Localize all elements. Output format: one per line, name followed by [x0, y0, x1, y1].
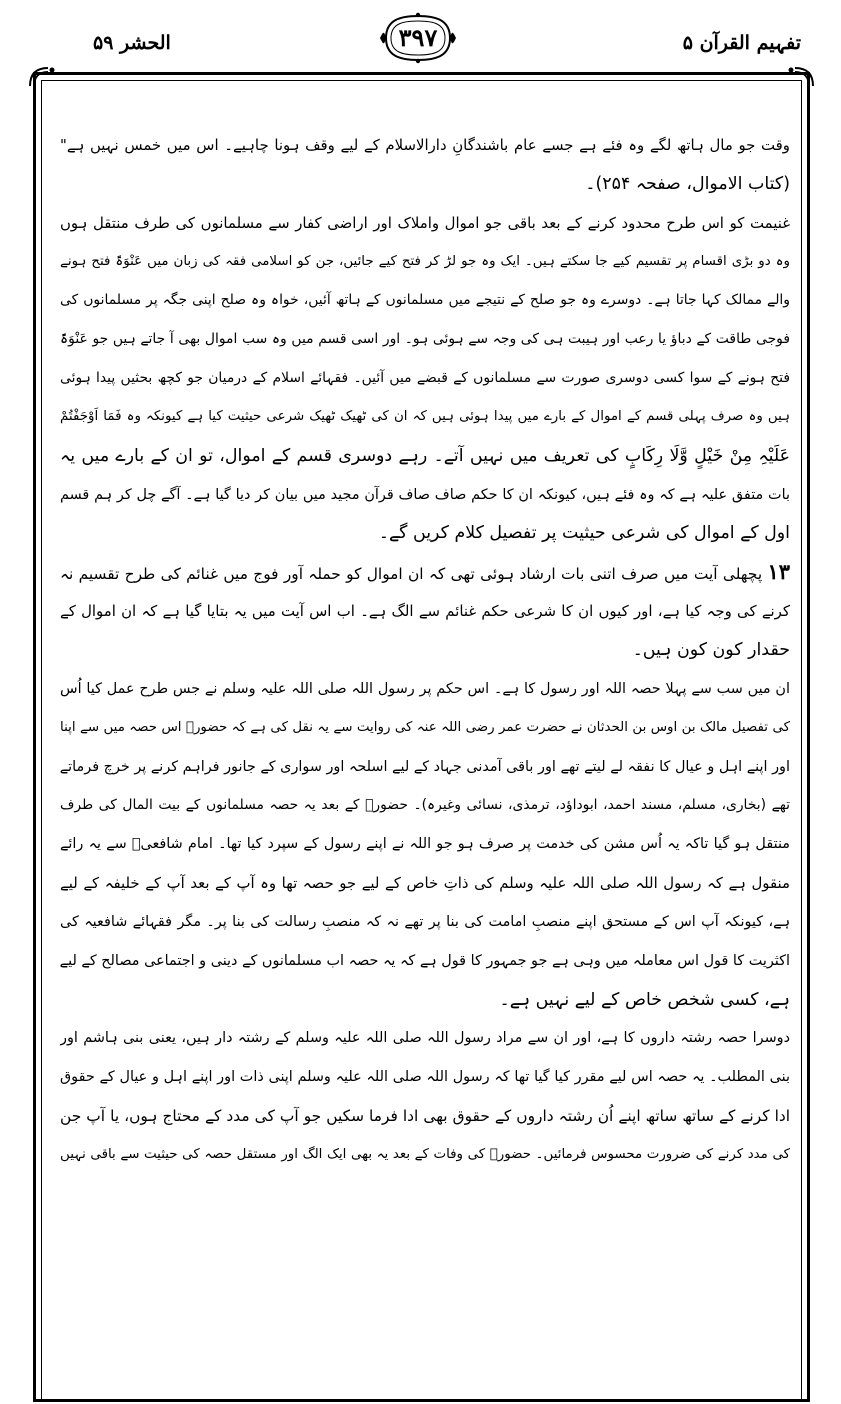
text-line: کی تفصیل مالک بن اوس بن الحدثان نے حضرت عمر رضی اللہ عنہ کی روایت سے یہ نقل کی ہے کہ حضورؐ اس حصہ میں سے اپنا — [60, 719, 790, 735]
text-line: بنی المطلب۔ یہ حصہ اس لیے مقرر کیا گیا تھا کہ رسول اللہ صلی اللہ علیہ وسلم اپنی ذات اور اپنے اہل و عیال کے حقوق — [60, 1069, 790, 1086]
surah-label: الحشر ۵۹ — [93, 32, 171, 54]
text-line: ادا کرنے کے ساتھ ساتھ اپنے اُن رشتہ داروں کے حقوق بھی ادا فرما سکیں جو آپ کی مدد کے محتاج ہوں، یا آپ جن — [60, 1107, 790, 1126]
text-line: ہے، کیونکہ آپ اس کے مستحق اپنے منصبِ امامت کی بنا پر تھے نہ کہ منصبِ رسالت کی بنا پر۔ مگر فقہائے شافعیہ کی — [60, 913, 790, 930]
page-header — [38, 12, 801, 72]
text-line: کرنے کی وجہ کیا ہے، اور کیوں ان کا شرعی حکم غنائم سے الگ ہے۔ اب اس آیت میں یہ بتایا گیا ہے کہ ان اموال کے — [60, 602, 790, 621]
text-line: وہ دو بڑی اقسام پر تقسیم کیے جا سکتے ہیں۔ ایک وہ جو لڑ کر فتح کیے جائیں، جن کو اسلامی فقہ کی زبان میں عَنْوَۃً فتح ہونے — [60, 253, 790, 269]
text-line: تھے (بخاری، مسلم، مسند احمد، ابوداؤد، ترمذی، نسائی وغیرہ)۔ حضورؐ کے بعد یہ حصہ مسلمانوں کے بیت المال کی طرف — [60, 797, 790, 814]
text-line: پچھلی آیت میں صرف اتنی بات ارشاد ہوئی تھی کہ ان اموال کو حملہ آور فوج میں غنائم کی طرح تقسیم نہ — [60, 565, 763, 584]
text-line: وقت جو مال ہاتھ لگے وہ فئے ہے جسے عام باشندگانِ دارالاسلام کے لیے وقف ہونا چاہیے۔ اس میں خمس نہیں ہے" — [60, 136, 790, 154]
footnote-13-first-line — [60, 553, 790, 592]
text-line: ان میں سب سے پہلا حصہ اللہ اور رسول کا ہے۔ اس حکم پر رسول اللہ صلی اللہ علیہ وسلم نے جس طرح عمل کیا اُس — [60, 680, 790, 697]
commentary-text — [60, 126, 790, 1402]
text-line: حقدار کون کون ہیں۔ — [632, 639, 790, 660]
text-line: اور اپنے اہل و عیال کا نفقہ لے لیتے تھے اور باقی آمدنی جہاد کے لیے اسلحہ اور سواری کے جانور فراہم کرنے پر خرچ فرماتے — [60, 758, 790, 775]
text-line: اکثریت کا قول اس معاملہ میں وہی ہے جو جمہور کا قول ہے کہ یہ حصہ اب مسلمانوں کے دینی و اجتماعی مصالح کے لیے — [60, 952, 790, 969]
text-line: عَلَیْہِ مِنْ خَیْلٍ وَّلَا رِکَابٍ کی تعریف میں نہیں آتے۔ رہے دوسری قسم کے اموال، تو ان کے بارے میں یہ — [60, 445, 790, 466]
text-line: منتقل ہو گیا تاکہ یہ اُس مشن کی خدمت پر صرف ہو جو اللہ نے اپنے رسول کے سپرد کیا تھا۔ امام شافعیؒ سے یہ رائے — [60, 836, 790, 853]
text-line: ہے، کسی شخص خاص کے لیے نہیں ہے۔ — [499, 989, 790, 1010]
text-line: (کتاب الاموال، صفحہ ۲۵۴)۔ — [585, 173, 790, 194]
text-line: فوجی طاقت کے دباؤ یا رعب اور ہیبت ہی کی وجہ سے ہوئی ہو۔ اور اسی قسم میں وہ سب اموال بھی آ جاتے ہیں جو عَنْوَۃً — [60, 331, 790, 348]
text-line: دوسرا حصہ رشتہ داروں کا ہے، اور ان سے مراد رسول اللہ صلی اللہ علیہ وسلم کے رشتہ دار ہیں، یعنی بنی ہاشم اور — [60, 1030, 790, 1047]
text-line: بات متفق علیہ ہے کہ وہ فئے ہیں، کیونکہ ان کا حکم صاف صاف قرآن مجید میں بیان کر دیا گیا ہے۔ آگے چل کر ہم قسم — [60, 486, 790, 503]
corner-ornament-icon — [28, 66, 58, 88]
text-line: اول کے اموال کی شرعی حیثیت پر تفصیل کلام کریں گے۔ — [378, 523, 790, 544]
text-line: منقول ہے کہ رسول اللہ صلی اللہ علیہ وسلم کی ذاتِ خاص کے لیے جو حصہ تھا وہ آپ کے بعد آپ کے خلیفہ کے لیے — [60, 874, 790, 893]
page-number-cartouche — [378, 12, 458, 64]
footnote-number: ۱۳ — [767, 559, 790, 585]
text-line: غنیمت کو اس طرح محدود کرنے کے بعد باقی جو اموال واملاک اور اراضی کفار سے مسلمانوں کی طرف منتقل ہوں — [60, 213, 790, 232]
page-number: ۳۹۷ — [398, 23, 438, 52]
text-line: ہیں وہ صرف پہلی قسم کے اموال کے بارے میں پیدا ہوئی ہیں کہ ان کی ٹھیک ٹھیک شرعی حیثیت کیا ہے کیونکہ وہ فَمَا اَوْجَفْتُمْ — [60, 408, 790, 424]
text-line: والے ممالک کہا جاتا ہے۔ دوسرے وہ جو صلح کے نتیجے میں مسلمانوں کے ہاتھ آئیں، خواہ وہ صلح اپنی جگہ پر مسلمانوں کی — [60, 292, 790, 309]
corner-ornament-icon — [785, 66, 815, 88]
text-line: کی مدد کرنے کی ضرورت محسوس فرمائیں۔ حضورؐ کی وفات کے بعد یہ بھی ایک الگ اور مستقل حصہ کی حیثیت سے باقی نہیں — [60, 1146, 790, 1162]
running-title: تفہیم القرآن ۵ — [682, 32, 801, 54]
text-line: فتح ہونے کے سوا کسی دوسری صورت سے مسلمانوں کے قبضے میں آئیں۔ فقہائے اسلام کے درمیان جو کچھ بحثیں پیدا ہوئی — [60, 370, 790, 387]
